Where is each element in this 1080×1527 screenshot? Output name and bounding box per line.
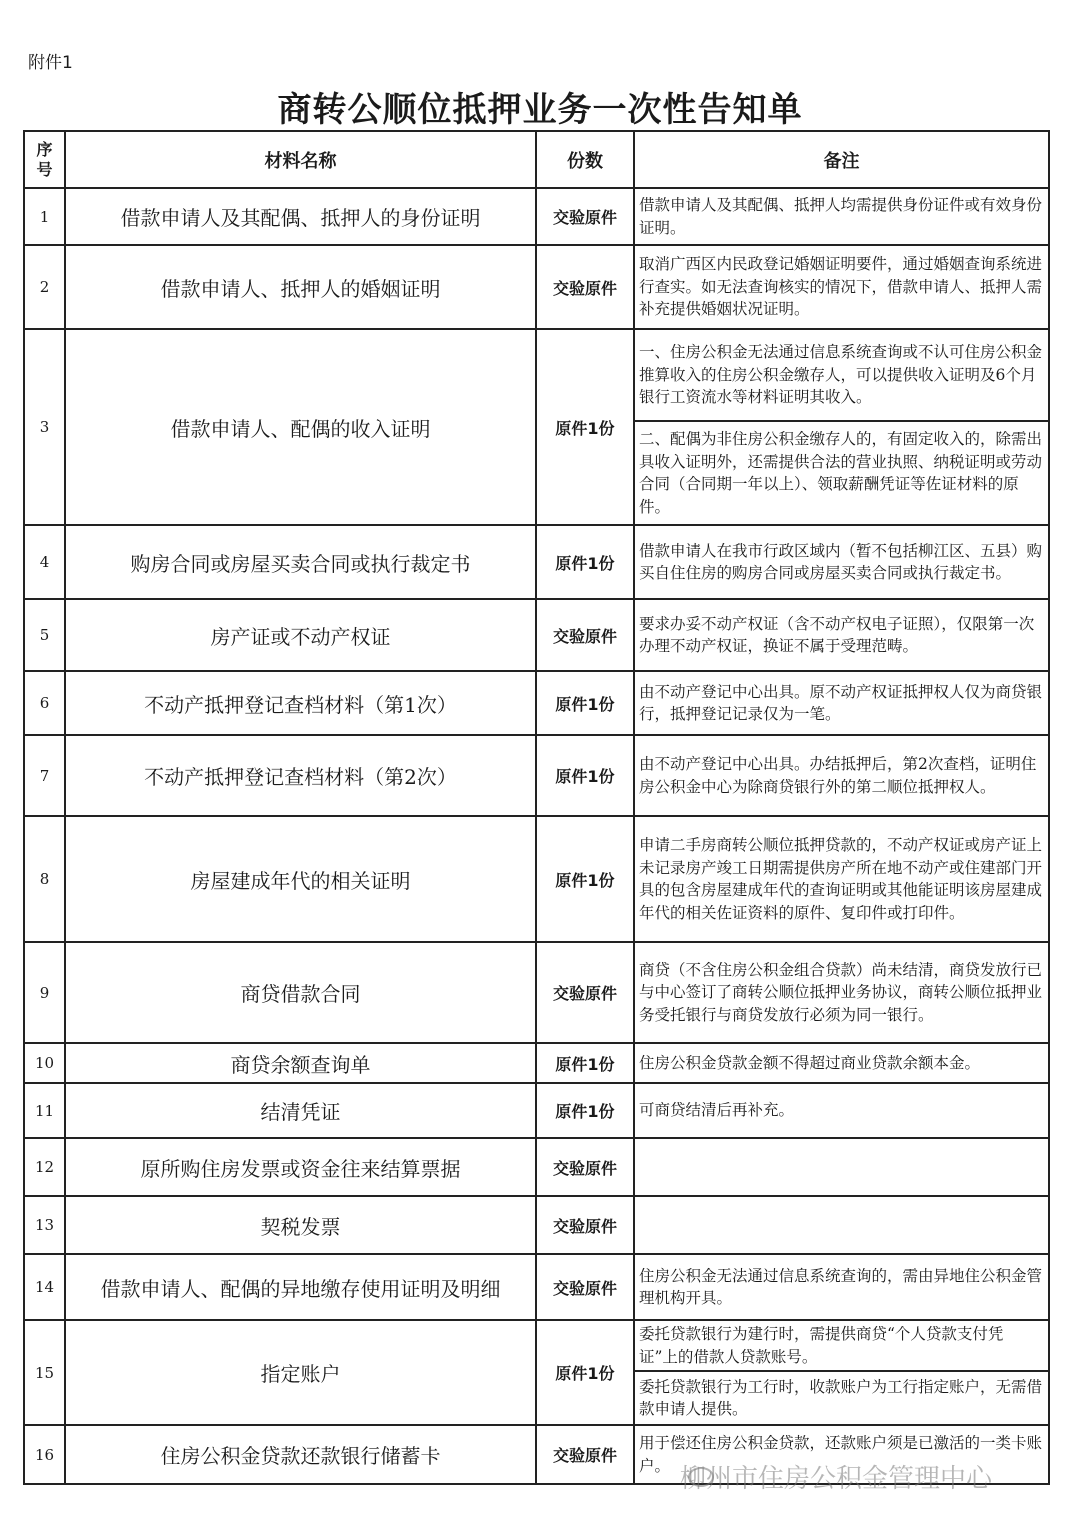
note-cell: 二、配偶为非住房公积金缴存人的，有固定收入的，除需出具收入证明外，还需提供合法的营业执照、纳税证明或劳动合同（合同期一年以上）、领取薪酬凭证等佐证材料的原件。 <box>634 421 1049 525</box>
material-name: 不动产抵押登记查档材料（第2次） <box>65 735 536 816</box>
copy-count: 交验原件 <box>536 188 634 245</box>
note-cell: 申请二手房商转公顺位抵押贷款的，不动产权证或房产证上未记录房产竣工日期需提供房产所在地不动产或住建部门开具的包含房屋建成年代的查询证明或其他能证明该房屋建成年代的相关佐证资料的原件、复印件或打印件。 <box>634 816 1049 942</box>
material-name: 商贷余额查询单 <box>65 1043 536 1083</box>
header-note: 备注 <box>634 131 1049 188</box>
material-name: 结清凭证 <box>65 1083 536 1138</box>
table-row <box>24 671 1049 735</box>
row-number: 14 <box>24 1254 65 1320</box>
note-cell: 由不动产登记中心出具。原不动产权证抵押权人仅为商贷银行，抵押登记记录仅为一笔。 <box>634 671 1049 735</box>
copy-count: 交验原件 <box>536 245 634 329</box>
copy-count: 原件1份 <box>536 525 634 599</box>
row-number: 7 <box>24 735 65 816</box>
table-row <box>24 1254 1049 1320</box>
note-cell: 一、住房公积金无法通过信息系统查询或不认可住房公积金推算收入的住房公积金缴存人，可以提供收入证明及6个月银行工资流水等材料证明其收入。 <box>634 329 1049 421</box>
table-row <box>24 942 1049 1043</box>
note-cell: 用于偿还住房公积金贷款，还款账户须是已激活的一类卡账户。 <box>634 1425 1049 1484</box>
header-seq-label: 序 号 <box>36 139 53 179</box>
note-cell: 住房公积金贷款金额不得超过商业贷款余额本金。 <box>634 1043 1049 1083</box>
material-name: 借款申请人及其配偶、抵押人的身份证明 <box>65 188 536 245</box>
material-name: 借款申请人、配偶的异地缴存使用证明及明细 <box>65 1254 536 1320</box>
material-name: 房产证或不动产权证 <box>65 599 536 671</box>
note-cell: 委托贷款银行为工行时，收款账户为工行指定账户，无需借款申请人提供。 <box>634 1371 1049 1425</box>
note-cell: 可商贷结清后再补充。 <box>634 1083 1049 1138</box>
row-number: 6 <box>24 671 65 735</box>
attachment-label: 附件1 <box>28 53 73 73</box>
note-cell: 委托贷款银行为建行时，需提供商贷“个人贷款支付凭证”上的借款人贷款账号。 <box>634 1320 1049 1371</box>
table-row <box>24 816 1049 942</box>
table-row <box>24 1138 1049 1196</box>
material-name: 不动产抵押登记查档材料（第1次） <box>65 671 536 735</box>
page-title: 商转公顺位抵押业务一次性告知单 <box>277 90 803 130</box>
table-row <box>24 188 1049 245</box>
note-cell: 借款申请人及其配偶、抵押人均需提供身份证件或有效身份证明。 <box>634 188 1049 245</box>
row-number: 13 <box>24 1196 65 1254</box>
table-row <box>24 599 1049 671</box>
note-cell <box>634 1138 1049 1196</box>
row-number: 10 <box>24 1043 65 1083</box>
material-name: 借款申请人、抵押人的婚姻证明 <box>65 245 536 329</box>
copy-count: 原件1份 <box>536 816 634 942</box>
note-cell <box>634 1196 1049 1254</box>
copy-count: 交验原件 <box>536 942 634 1043</box>
watermark: 柳州市住房公积金管理中心 <box>680 1464 993 1494</box>
row-number: 8 <box>24 816 65 942</box>
note-cell: 商贷（不含住房公积金组合贷款）尚未结清，商贷发放行已与中心签订了商转公顺位抵押业务协议，商转公顺位抵押业务受托银行与商贷发放行必须为同一银行。 <box>634 942 1049 1043</box>
row-number: 4 <box>24 525 65 599</box>
copy-count: 原件1份 <box>536 1083 634 1138</box>
material-name: 房屋建成年代的相关证明 <box>65 816 536 942</box>
material-name: 指定账户 <box>65 1320 536 1425</box>
row-number: 16 <box>24 1425 65 1484</box>
table-row <box>24 1196 1049 1254</box>
row-number: 15 <box>24 1320 65 1425</box>
row-number: 3 <box>24 329 65 525</box>
note-cell: 要求办妥不动产权证（含不动产权电子证照），仅限第一次办理不动产权证，换证不属于受理范畴。 <box>634 599 1049 671</box>
header-count: 份数 <box>536 131 634 188</box>
copy-count: 交验原件 <box>536 1138 634 1196</box>
table-row <box>24 735 1049 816</box>
table-row <box>24 245 1049 329</box>
material-name: 住房公积金贷款还款银行储蓄卡 <box>65 1425 536 1484</box>
copy-count: 原件1份 <box>536 1320 634 1425</box>
copy-count: 原件1份 <box>536 735 634 816</box>
note-cell: 取消广西区内民政登记婚姻证明要件，通过婚姻查询系统进行查实。如无法查询核实的情况下，借款申请人、抵押人需补充提供婚姻状况证明。 <box>634 245 1049 329</box>
material-name: 契税发票 <box>65 1196 536 1254</box>
material-name: 购房合同或房屋买卖合同或执行裁定书 <box>65 525 536 599</box>
header-seq <box>24 131 65 188</box>
copy-count: 交验原件 <box>536 1196 634 1254</box>
row-number: 9 <box>24 942 65 1043</box>
note-cell: 由不动产登记中心出具。办结抵押后，第2次查档，证明住房公积金中心为除商贷银行外的第二顺位抵押权人。 <box>634 735 1049 816</box>
material-name: 商贷借款合同 <box>65 942 536 1043</box>
header-name: 材料名称 <box>65 131 536 188</box>
row-number: 1 <box>24 188 65 245</box>
row-number: 2 <box>24 245 65 329</box>
table-row <box>24 1320 1049 1371</box>
table-row <box>24 329 1049 421</box>
row-number: 12 <box>24 1138 65 1196</box>
copy-count: 交验原件 <box>536 599 634 671</box>
note-cell: 借款申请人在我市行政区域内（暂不包括柳江区、五县）购买自住住房的购房合同或房屋买卖合同或执行裁定书。 <box>634 525 1049 599</box>
copy-count: 原件1份 <box>536 1043 634 1083</box>
row-number: 11 <box>24 1083 65 1138</box>
copy-count: 交验原件 <box>536 1425 634 1484</box>
notice-table <box>23 130 1050 1485</box>
copy-count: 原件1份 <box>536 671 634 735</box>
row-number: 5 <box>24 599 65 671</box>
copy-count: 交验原件 <box>536 1254 634 1320</box>
note-cell: 住房公积金无法通过信息系统查询的，需由异地住公积金管理机构开具。 <box>634 1254 1049 1320</box>
material-name: 借款申请人、配偶的收入证明 <box>65 329 536 525</box>
table-row <box>24 1043 1049 1083</box>
table-row <box>24 525 1049 599</box>
copy-count: 原件1份 <box>536 329 634 525</box>
table-row <box>24 1083 1049 1138</box>
material-name: 原所购住房发票或资金往来结算票据 <box>65 1138 536 1196</box>
